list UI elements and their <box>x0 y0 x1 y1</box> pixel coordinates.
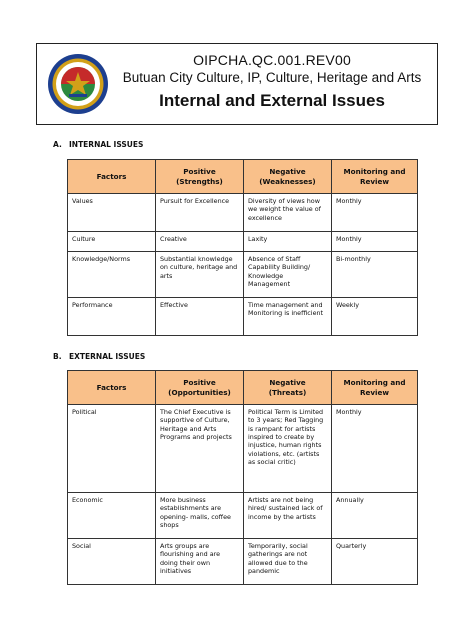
section-letter: B. <box>53 352 62 361</box>
header-monitoring: Monitoring and Review <box>332 371 418 405</box>
cell-monitoring: Monthly <box>332 194 418 232</box>
cell-monitoring: Quarterly <box>332 539 418 585</box>
table-row <box>68 252 418 298</box>
cell-monitoring: Monthly <box>332 405 418 493</box>
table-header-row <box>68 160 418 194</box>
header-negative: Negative (Weaknesses) <box>244 160 332 194</box>
section-title: INTERNAL ISSUES <box>69 140 144 149</box>
cell-factor: Economic <box>68 493 156 539</box>
document-header <box>36 43 438 125</box>
header-factors: Factors <box>68 371 156 405</box>
table-row <box>68 539 418 585</box>
document-code: OIPCHA.QC.001.REV00 <box>193 52 351 68</box>
cell-factor: Performance <box>68 298 156 336</box>
cell-positive: Substantial knowledge on culture, heritage and arts <box>156 252 244 298</box>
cell-negative: Diversity of views how we weight the value of excellence <box>244 194 332 232</box>
table-row <box>68 493 418 539</box>
table-row <box>68 232 418 252</box>
cell-negative: Artists are not being hired/ sustained lack of income by the artists <box>244 493 332 539</box>
document-title: Internal and External Issues <box>159 91 385 110</box>
external-issues-heading <box>53 352 145 361</box>
internal-issues-heading <box>53 140 143 149</box>
header-monitoring: Monitoring and Review <box>332 160 418 194</box>
cell-positive: Pursuit for Excellence <box>156 194 244 232</box>
cell-monitoring: Annually <box>332 493 418 539</box>
header-negative: Negative (Threats) <box>244 371 332 405</box>
header-factors: Factors <box>68 160 156 194</box>
cell-factor: Values <box>68 194 156 232</box>
header-positive: Positive (Opportunities) <box>156 371 244 405</box>
header-positive: Positive (Strengths) <box>156 160 244 194</box>
cell-factor: Culture <box>68 232 156 252</box>
cell-factor: Knowledge/Norms <box>68 252 156 298</box>
cell-positive: More business establishments are opening- malls, coffee shops <box>156 493 244 539</box>
cell-monitoring: Monthly <box>332 232 418 252</box>
cell-positive: The Chief Executive is supportive of Culture, Heritage and Arts Programs and projects <box>156 405 244 493</box>
table-row <box>68 298 418 336</box>
cell-negative: Political Term is Limited to 3 years; Red Tagging is rampant for artists inspired to create by injustice, human rights violations, etc. (artists as social critic) <box>244 405 332 493</box>
internal-issues-table <box>67 159 418 336</box>
cell-monitoring: Weekly <box>332 298 418 336</box>
section-title: EXTERNAL ISSUES <box>69 352 146 361</box>
cell-negative: Time management and Monitoring is inefficient <box>244 298 332 336</box>
section-letter: A. <box>53 140 62 149</box>
cell-positive: Effective <box>156 298 244 336</box>
table-row <box>68 405 418 493</box>
city-seal-icon <box>47 53 109 115</box>
cell-positive: Creative <box>156 232 244 252</box>
office-name: Butuan City Culture, IP, Culture, Heritage and Arts <box>122 70 422 85</box>
cell-negative: Laxity <box>244 232 332 252</box>
cell-monitoring: Bi-monthly <box>332 252 418 298</box>
external-issues-table <box>67 370 418 585</box>
cell-positive: Arts groups are flourishing and are doing their own initiatives <box>156 539 244 585</box>
cell-negative: Absence of Staff Capability Building/ Knowledge Management <box>244 252 332 298</box>
cell-factor: Political <box>68 405 156 493</box>
cell-factor: Social <box>68 539 156 585</box>
table-row <box>68 194 418 232</box>
cell-negative: Temporarily, social gatherings are not allowed due to the pandemic <box>244 539 332 585</box>
table-header-row <box>68 371 418 405</box>
